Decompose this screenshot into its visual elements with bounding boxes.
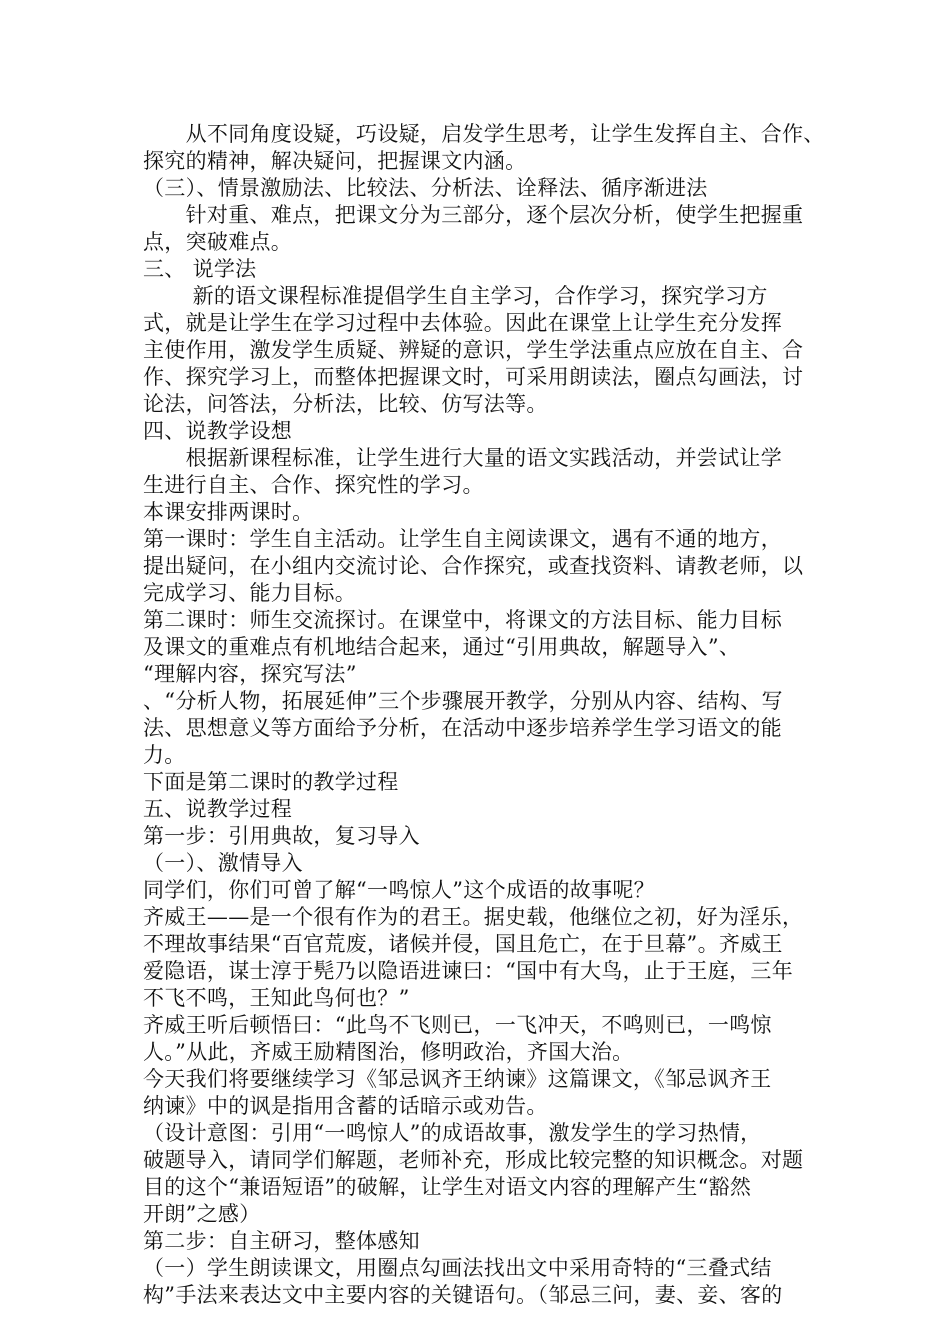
text-line: 论法，问答法，分析法，比较、仿写法等。 — [143, 392, 548, 416]
text-line: （设计意图：引用“一鸣惊人”的成语故事，激发学生的学习热情， — [143, 1121, 762, 1145]
text-line: 下面是第二课时的教学过程 — [143, 770, 399, 794]
text-line: 点，突破难点。 — [143, 230, 293, 254]
text-line: 针对重、难点，把课文分为三部分，逐个层次分析，使学生把握重 — [143, 203, 804, 227]
text-line: （一）、激情导入 — [143, 851, 303, 875]
text-line: 纳谏》中的讽是指用含蓄的话暗示或劝告。 — [143, 1094, 548, 1118]
text-line: 本课安排两课时。 — [143, 500, 314, 524]
text-line: 完成学习、能力目标。 — [143, 581, 356, 605]
text-line: 提出疑问，在小组内交流讨论、合作探究，或查找资料、请教老师，以 — [143, 554, 804, 578]
text-line: 同学们，你们可曾了解“一鸣惊人”这个成语的故事呢？ — [143, 878, 655, 902]
text-line: 式，就是让学生在学习过程中去体验。因此在课堂上让学生充分发挥 — [143, 311, 782, 335]
text-line: 人。”从此，齐威王励精图治，修明政治，齐国大治。 — [143, 1040, 634, 1064]
text-line: 第一课时：学生自主活动。让学生自主阅读课文，遇有不通的地方， — [143, 527, 782, 551]
text-line: 生进行自主、合作、探究性的学习。 — [143, 473, 484, 497]
section-heading: 五、说教学过程 — [143, 797, 293, 821]
text-line: 不理故事结果“百官荒废，诸候并侵，国且危亡，在于旦幕”。齐威王 — [143, 932, 783, 956]
text-line: 不飞不鸣，王知此鸟何也？” — [143, 986, 410, 1010]
text-line: 根据新课程标准，让学生进行大量的语文实践活动，并尝试让学 — [143, 446, 782, 470]
text-line: 第二步：自主研习，整体感知 — [143, 1229, 420, 1253]
text-line: 作、探究学习上，而整体把握课文时，可采用朗读法，圈点勾画法，讨 — [143, 365, 804, 389]
text-line: 爱隐语，谋士淳于髡乃以隐语进谏曰：“国中有大鸟，止于王庭，三年 — [143, 959, 794, 983]
text-line: 开朗”之感） — [143, 1202, 261, 1226]
text-line: 第二课时：师生交流探讨。在课堂中，将课文的方法目标、能力目标 — [143, 608, 782, 632]
text-line: 主使作用，激发学生质疑、辨疑的意识，学生学法重点应放在自主、合 — [143, 338, 804, 362]
text-line: 第一步：引用典故，复习导入 — [143, 824, 420, 848]
text-line: 破题导入，请同学们解题，老师补充，形成比较完整的知识概念。对题 — [143, 1148, 804, 1172]
text-line: 法、思想意义等方面给予分析，在活动中逐步培养学生学习语文的能 — [143, 716, 782, 740]
text-line: 从不同角度设疑，巧设疑，启发学生思考，让学生发挥自主、合作、 — [143, 122, 825, 146]
section-heading: 四、说教学设想 — [143, 419, 293, 443]
section-heading: 三、 说学法 — [143, 257, 257, 281]
text-line: 力。 — [143, 743, 186, 767]
text-line: “理解内容，探究写法” — [143, 662, 357, 686]
text-line: 目的这个“兼语短语”的破解，让学生对语文内容的理解产生“豁然 — [143, 1175, 752, 1199]
text-line: 、“分析人物，拓展延伸”三个步骤展开教学，分别从内容、结构、写 — [143, 689, 783, 713]
section-heading: （三）、情景激励法、比较法、分析法、诠释法、循序渐进法 — [143, 176, 708, 200]
text-line: 构”手法来表达文中主要内容的关键语句。（邹忌三问，妻、妾、客的 — [143, 1283, 783, 1307]
text-line: 及课文的重难点有机地结合起来，通过“引用典故，解题导入”、 — [143, 635, 741, 659]
text-line: 新的语文课程标准提倡学生自主学习，合作学习，探究学习方 — [143, 284, 768, 308]
text-line: （一）学生朗读课文，用圈点勾画法找出文中采用奇特的“三叠式结 — [143, 1256, 772, 1280]
text-line: 齐威王听后顿悟曰：“此鸟不飞则已，一飞冲天，不鸣则已，一鸣惊 — [143, 1013, 772, 1037]
text-line: 今天我们将要继续学习《邹忌讽齐王纳谏》这篇课文，《邹忌讽齐王 — [143, 1067, 772, 1091]
text-line: 探究的精神，解决疑问，把握课文内涵。 — [143, 149, 527, 173]
text-line: 齐威王——是一个很有作为的君王。据史载，他继位之初，好为淫乐， — [143, 905, 804, 929]
